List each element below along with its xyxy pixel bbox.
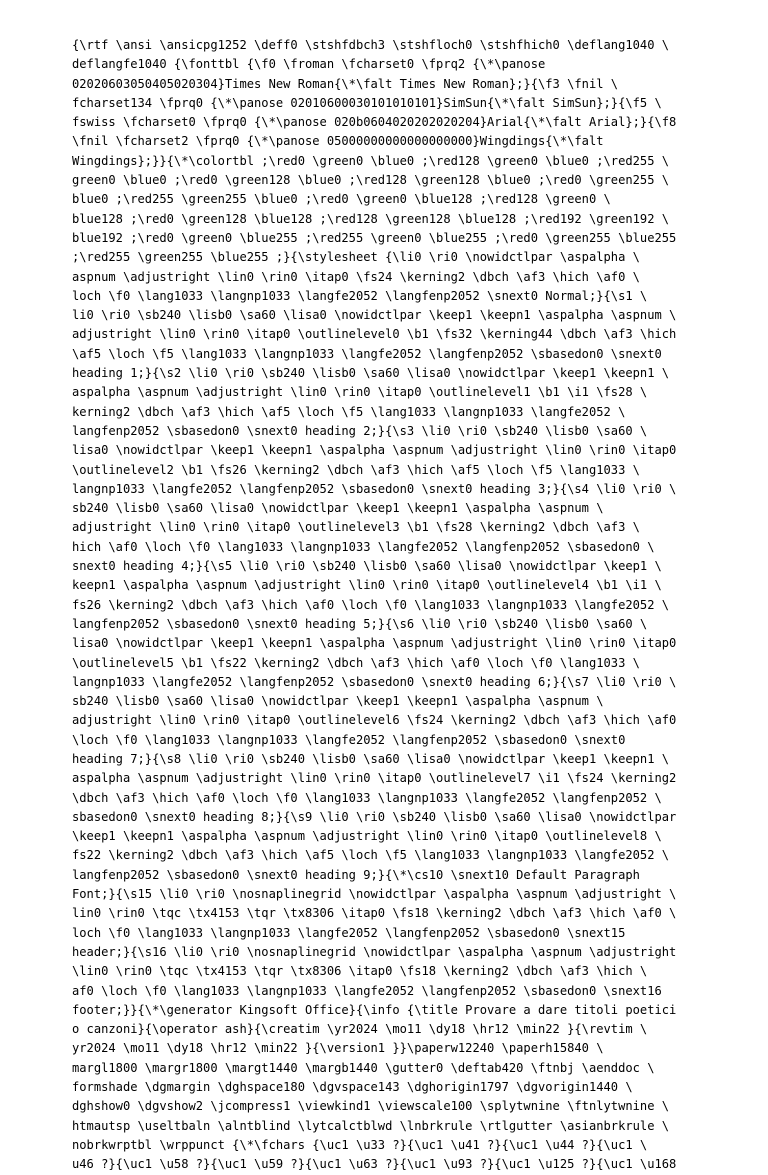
text-line: \lin0 \rin0 \tqc \tx4153 \tqr \tx8306 \itap0 \fs18 \kerning2 \dbch \af3 \hich \ (72, 964, 648, 979)
text-line: fs22 \kerning2 \dbch \af3 \hich \af5 \loch \f5 \lang1033 \langnp1033 \langfe2052 \ (72, 848, 670, 863)
text-line: adjustright \lin0 \rin0 \itap0 \outlinelevel6 \fs24 \kerning2 \dbch \af3 \hich \af0 (72, 713, 677, 728)
text-line: aspalpha \aspnum \adjustright \lin0 \rin0 \itap0 \outlinelevel1 \b1 \i1 \fs28 \ (72, 385, 648, 400)
text-line: htmautsp \useltbaln \alntblind \lytcalctblwd \lnbrkrule \rtlgutter \asianbrkrule \ (72, 1118, 670, 1133)
text-line: u46 ?}{\uc1 \u58 ?}{\uc1 \u59 ?}{\uc1 \u63 ?}{\uc1 \u93 ?}{\uc1 \u125 ?}{\uc1 \u168 (72, 1157, 677, 1172)
text-line: green0 \blue0 ;\red0 \green128 \blue0 ;\red128 \green128 \blue0 ;\red0 \green255 \ (72, 173, 670, 188)
text-line: li0 \ri0 \sb240 \lisb0 \sa60 \lisa0 \nowidctlpar \keep1 \keepn1 \aspalpha \aspnum \ (72, 308, 677, 323)
text-line: lisa0 \nowidctlpar \keep1 \keepn1 \aspalpha \aspnum \adjustright \lin0 \rin0 \itap0 (72, 636, 677, 651)
text-line: blue192 ;\red0 \green0 \blue255 ;\red255 \green0 \blue255 ;\red0 \green255 \blue255 (72, 230, 677, 245)
text-line: footer;}}{\*\generator Kingsoft Office}{\info {\title Provare a dare titoli poetici (72, 1002, 677, 1017)
text-line: o canzoni}{\operator ash}{\creatim \yr2024 \mo11 \dy18 \hr12 \min22 }{\revtim \ (72, 1022, 648, 1037)
text-line: loch \f0 \lang1033 \langnp1033 \langfe2052 \langfenp2052 \sbasedon0 \snext15 (72, 925, 626, 940)
text-line: heading 1;}{\s2 \li0 \ri0 \sb240 \lisb0 \sa60 \lisa0 \nowidctlpar \keep1 \keepn1 \ (72, 366, 670, 381)
text-line: blue128 ;\red0 \green128 \blue128 ;\red128 \green128 \blue128 ;\red192 \green192 \ (72, 211, 670, 226)
text-line: langfenp2052 \sbasedon0 \snext0 heading 9;}{\*\cs10 \snext10 Default Paragraph (72, 867, 640, 882)
text-line: loch \f0 \lang1033 \langnp1033 \langfe2052 \langfenp2052 \snext0 Normal;}{\s1 \ (72, 288, 648, 303)
text-line: margl1800 \margr1800 \margt1440 \margb1440 \gutter0 \deftab420 \ftnbj \aenddoc \ (72, 1060, 655, 1075)
text-line: af0 \loch \f0 \lang1033 \langnp1033 \langfe2052 \langfenp2052 \sbasedon0 \snext16 (72, 983, 662, 998)
text-line: sb240 \lisb0 \sa60 \lisa0 \nowidctlpar \keep1 \keepn1 \aspalpha \aspnum \ (72, 501, 604, 516)
text-line: keepn1 \aspalpha \aspnum \adjustright \lin0 \rin0 \itap0 \outlinelevel4 \b1 \i1 \ (72, 578, 662, 593)
text-line: langfenp2052 \sbasedon0 \snext0 heading 5;}{\s6 \li0 \ri0 \sb240 \lisb0 \sa60 \ (72, 616, 648, 631)
text-line: formshade \dgmargin \dghspace180 \dgvspace143 \dghorigin1797 \dgvorigin1440 \ (72, 1080, 633, 1095)
text-line: \af5 \loch \f5 \lang1033 \langnp1033 \langfe2052 \langfenp2052 \sbasedon0 \snext0 (72, 346, 662, 361)
text-line: lin0 \rin0 \tqc \tx4153 \tqr \tx8306 \itap0 \fs18 \kerning2 \dbch \af3 \hich \af0 \ (72, 906, 677, 921)
text-line: langfenp2052 \sbasedon0 \snext0 heading 2;}{\s3 \li0 \ri0 \sb240 \lisb0 \sa60 \ (72, 423, 648, 438)
text-line: langnp1033 \langfe2052 \langfenp2052 \sbasedon0 \snext0 heading 3;}{\s4 \li0 \ri0 \ (72, 481, 677, 496)
text-line: {\rtf \ansi \ansicpg1252 \deff0 \stshfdbch3 \stshfloch0 \stshfhich0 \deflang1040 \ (72, 38, 670, 52)
text-line: \loch \f0 \lang1033 \langnp1033 \langfe2052 \langfenp2052 \sbasedon0 \snext0 (72, 732, 626, 747)
text-line: snext0 heading 4;}{\s5 \li0 \ri0 \sb240 \lisb0 \sa60 \lisa0 \nowidctlpar \keep1 \ (72, 559, 662, 574)
text-line: adjustright \lin0 \rin0 \itap0 \outlinelevel3 \b1 \fs28 \kerning2 \dbch \af3 \ (72, 520, 640, 535)
text-line: \fnil \fcharset2 \fprq0 {\*\panose 05000000000000000000}Wingdings{\*\falt (72, 134, 604, 149)
text-line: dghshow0 \dgvshow2 \jcompress1 \viewkind1 \viewscale100 \splytwnine \ftnlytwnine \ (72, 1099, 670, 1114)
text-line: sbasedon0 \snext0 heading 8;}{\s9 \li0 \ri0 \sb240 \lisb0 \sa60 \lisa0 \nowidctlpar (72, 809, 677, 824)
text-line: fswiss \fcharset0 \fprq0 {\*\panose 020b0604020202020204}Arial{\*\falt Arial};}{\f8 (72, 115, 677, 130)
text-line: \keep1 \keepn1 \aspalpha \aspnum \adjustright \lin0 \rin0 \itap0 \outlinelevel8 \ (72, 829, 662, 844)
text-line: Wingdings};}}{\*\colortbl ;\red0 \green0 \blue0 ;\red128 \green0 \blue0 ;\red255 \ (72, 153, 670, 168)
text-line: deflangfe1040 {\fonttbl {\f0 \froman \fcharset0 \fprq2 {\*\panose (72, 57, 546, 72)
text-line: fcharset134 \fprq0 {\*\panose 02010600030101010101}SimSun{\*\falt SimSun};}{\f5 \ (72, 95, 662, 110)
text-line: fs26 \kerning2 \dbch \af3 \hich \af0 \loch \f0 \lang1033 \langnp1033 \langfe2052 \ (72, 597, 670, 612)
text-line: langnp1033 \langfe2052 \langfenp2052 \sbasedon0 \snext0 heading 6;}{\s7 \li0 \ri0 \ (72, 674, 677, 689)
text-line: aspalpha \aspnum \adjustright \lin0 \rin0 \itap0 \outlinelevel7 \i1 \fs24 \kerning2 (72, 771, 677, 786)
text-line: heading 7;}{\s8 \li0 \ri0 \sb240 \lisb0 \sa60 \lisa0 \nowidctlpar \keep1 \keepn1 \ (72, 751, 670, 766)
text-line: 02020603050405020304}Times New Roman{\*\falt Times New Roman};}{\f3 \fnil \ (72, 76, 619, 91)
text-line: yr2024 \mo11 \dy18 \hr12 \min22 }{\version1 }}\paperw12240 \paperh15840 \ (72, 1041, 604, 1056)
text-line: sb240 \lisb0 \sa60 \lisa0 \nowidctlpar \keep1 \keepn1 \aspalpha \aspnum \ (72, 694, 604, 709)
text-line: hich \af0 \loch \f0 \lang1033 \langnp1033 \langfe2052 \langfenp2052 \sbasedon0 \ (72, 539, 655, 554)
text-line: nobrkwrptbl \wrppunct {\*\fchars {\uc1 \u33 ?}{\uc1 \u41 ?}{\uc1 \u44 ?}{\uc1 \ (72, 1137, 648, 1152)
text-line: adjustright \lin0 \rin0 \itap0 \outlinelevel0 \b1 \fs32 \kerning44 \dbch \af3 \hich (72, 327, 677, 342)
text-line: \dbch \af3 \hich \af0 \loch \f0 \lang1033 \langnp1033 \langfe2052 \langfenp2052 \ (72, 790, 662, 805)
text-line: ;\red255 \green255 \blue255 ;}{\stylesheet {\li0 \ri0 \nowidctlpar \aspalpha \ (72, 250, 640, 265)
text-line: \outlinelevel5 \b1 \fs22 \kerning2 \dbch \af3 \hich \af0 \loch \f0 \lang1033 \ (72, 655, 640, 670)
text-line: Font;}{\s15 \li0 \ri0 \nosnaplinegrid \nowidctlpar \aspalpha \aspnum \adjustright \ (72, 887, 677, 902)
text-line: aspnum \adjustright \lin0 \rin0 \itap0 \fs24 \kerning2 \dbch \af3 \hich \af0 \ (72, 269, 640, 284)
text-line: header;}{\s16 \li0 \ri0 \nosnaplinegrid \nowidctlpar \aspalpha \aspnum \adjustright (72, 944, 677, 959)
rtf-source-text (72, 36, 700, 1175)
text-line: blue0 ;\red255 \green255 \blue0 ;\red0 \green0 \blue128 ;\red128 \green0 \ (72, 192, 611, 207)
text-line: lisa0 \nowidctlpar \keep1 \keepn1 \aspalpha \aspnum \adjustright \lin0 \rin0 \itap0 (72, 443, 677, 458)
text-line: kerning2 \dbch \af3 \hich \af5 \loch \f5 \lang1033 \langnp1033 \langfe2052 \ (72, 404, 626, 419)
text-line: \outlinelevel2 \b1 \fs26 \kerning2 \dbch \af3 \hich \af5 \loch \f5 \lang1033 \ (72, 462, 640, 477)
